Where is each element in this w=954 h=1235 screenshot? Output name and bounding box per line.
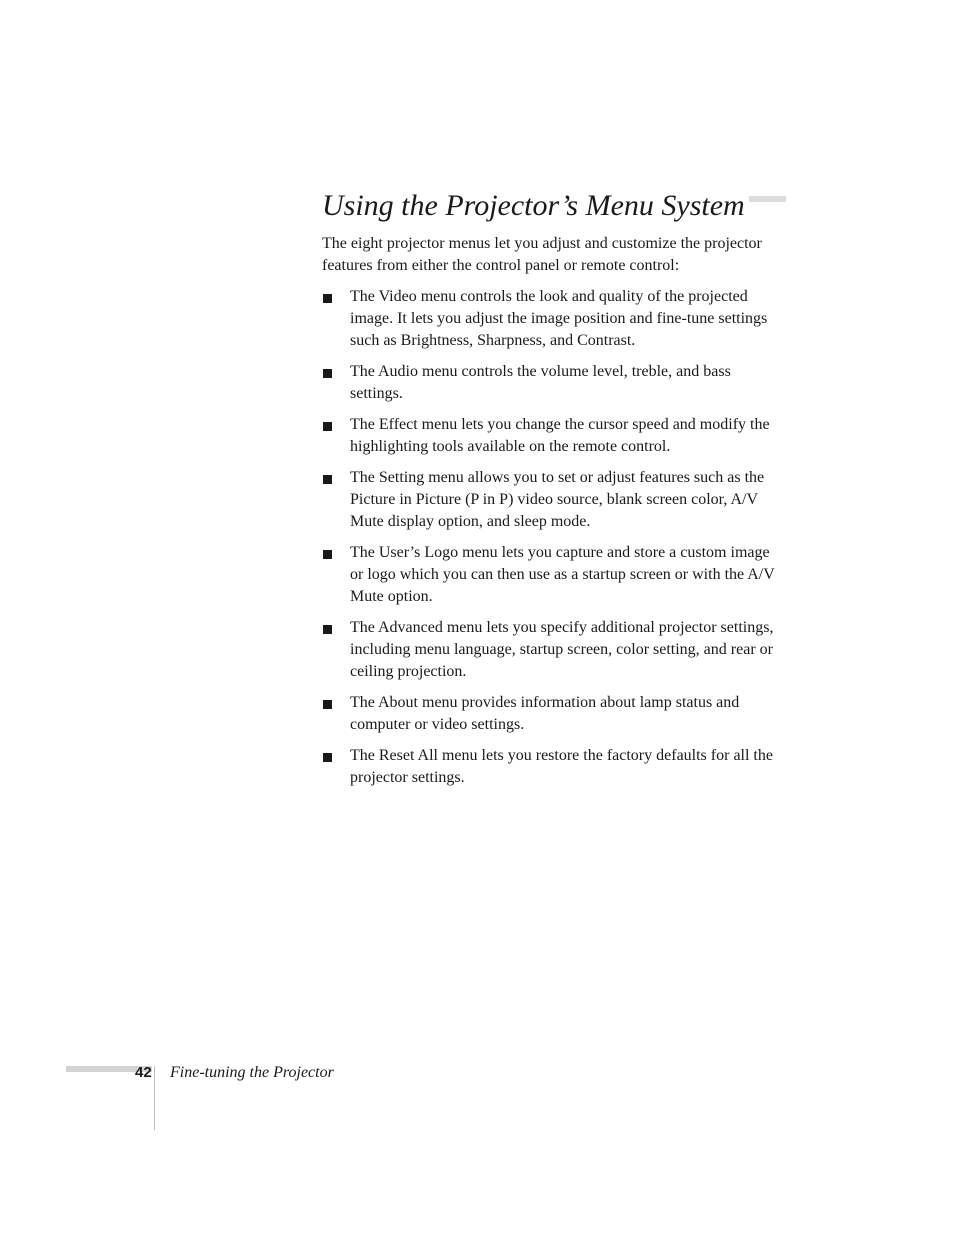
footer-section-title: Fine-tuning the Projector (170, 1064, 334, 1081)
list-item-text: The Effect menu lets you change the cursor speed and modify the highlighting tools available on the remote control. (350, 416, 770, 455)
list-item-text: The About menu provides information about lamp status and computer or video settings. (350, 694, 740, 733)
list-item-text: The Video menu controls the look and quality of the projected image. It lets you adjust the image position and fine-tune settings such as Brightness, Sharpness, and Contrast. (350, 288, 768, 349)
intro-paragraph: The eight projector menus let you adjust and customize the projector features from either the control panel or remote control: (322, 235, 762, 274)
square-bullet-icon (323, 294, 332, 303)
list-item-text: The User’s Logo menu lets you capture and store a custom image or logo which you can then use as a startup screen or with the A/V Mute option. (350, 544, 775, 605)
list-item (322, 286, 786, 352)
list-item (322, 745, 786, 789)
page-title: Using the Projector’s Menu System (322, 186, 749, 226)
square-bullet-icon (323, 625, 332, 634)
list-item (322, 542, 786, 608)
square-bullet-icon (323, 369, 332, 378)
list-item-text: The Setting menu allows you to set or adjust features such as the Picture in Picture (P in P) video source, blank screen color, A/V Mute display option, and sleep mode. (350, 469, 765, 530)
footer-divider (154, 1066, 155, 1130)
list-item (322, 617, 786, 683)
main-content (322, 233, 786, 798)
list-item-text: The Reset All menu lets you restore the factory defaults for all the projector settings. (350, 747, 773, 786)
list-item (322, 414, 786, 458)
square-bullet-icon (323, 422, 332, 431)
page-number: 42 (135, 1064, 152, 1081)
list-item (322, 361, 786, 405)
square-bullet-icon (323, 475, 332, 484)
menu-list (322, 286, 786, 789)
square-bullet-icon (323, 550, 332, 559)
list-item-text: The Audio menu controls the volume level, treble, and bass settings. (350, 363, 731, 402)
list-item-text: The Advanced menu lets you specify additional projector settings, including menu language, startup screen, color setting, and rear or ceiling projection. (350, 619, 774, 680)
square-bullet-icon (323, 753, 332, 762)
list-item (322, 467, 786, 533)
list-item (322, 692, 786, 736)
square-bullet-icon (323, 700, 332, 709)
